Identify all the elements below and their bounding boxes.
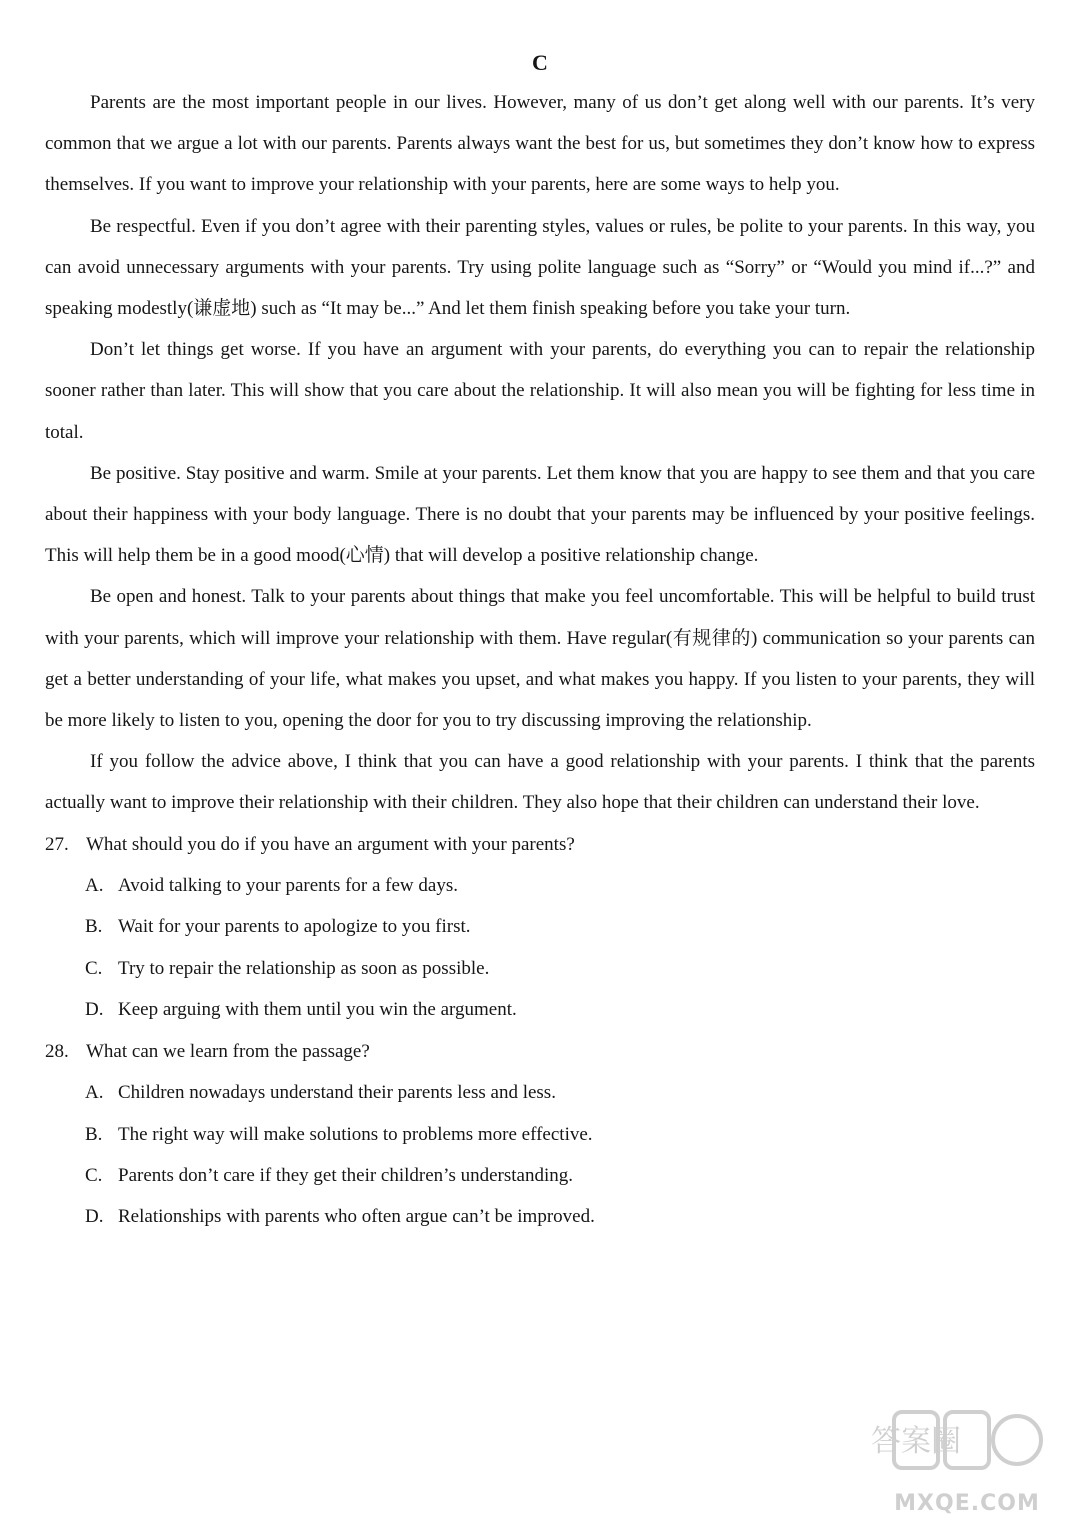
watermark-logo-icon xyxy=(871,1406,1042,1476)
option-text: Parents don’t care if they get their children’s understanding. xyxy=(118,1164,573,1186)
option-d[interactable] xyxy=(45,989,1035,1030)
reading-passage xyxy=(45,82,1035,824)
question-number: 27. xyxy=(45,833,69,855)
section-title: C xyxy=(532,50,548,75)
option-a[interactable] xyxy=(45,865,1035,906)
passage-paragraph-1: Parents are the most important people in our lives. However, many of us don’t get along well with our parents. It’s very common that we argue a lot with our parents. Parents always want the best for us, but sometimes they don’t know how to express themselves. If you want to improve your relationship with your parents, here are some ways to help you. xyxy=(45,92,1035,196)
option-text: Children nowadays understand their parents less and less. xyxy=(118,1082,556,1104)
question-stem xyxy=(45,1031,1035,1072)
passage-paragraph-4: Be positive. Stay positive and warm. Smile at your parents. Let them know that you are happy to see them and that you care about their happiness with your body language. There is no doubt that your parents may be influenced by your positive feelings. This will help them be in a good mood(心情) that will develop a positive relationship change. xyxy=(45,462,1035,567)
option-c[interactable] xyxy=(45,948,1035,989)
option-a[interactable] xyxy=(45,1072,1035,1113)
option-letter: A. xyxy=(85,1082,104,1104)
option-letter: C. xyxy=(85,957,103,979)
option-letter: A. xyxy=(85,875,104,897)
question-text: What can we learn from the passage? xyxy=(86,1040,370,1062)
option-c[interactable] xyxy=(45,1155,1035,1196)
option-letter: B. xyxy=(85,916,103,938)
question-number: 28. xyxy=(45,1040,69,1062)
option-text: Try to repair the relationship as soon as possible. xyxy=(118,957,490,979)
answer-options xyxy=(45,1072,1035,1238)
question-27 xyxy=(45,824,1035,1031)
passage-paragraph-5: Be open and honest. Talk to your parents about things that make you feel uncomfortable. This will be helpful to build trust with your parents, which will improve your relationship with them. Have regular(有规律的) communication so your parents can get a better understanding of your life, what makes you upset, and what makes you happy. If you listen to your parents, they will be more likely to listen to you, opening the door for you to try discussing improving the relationship. xyxy=(45,586,1035,732)
passage-paragraph-2: Be respectful. Even if you don’t agree with their parenting styles, values or rules, be polite to your parents. In this way, you can avoid unnecessary arguments with your parents. Try using polite language such as “Sorry” or “Would you mind if...?” and speaking modestly(谦虚地) such as “It may be...” And let them finish speaking before you take your turn. xyxy=(45,215,1035,320)
option-text: Relationships with parents who often argue can’t be improved. xyxy=(118,1206,595,1228)
watermark-logo-char-1: 答案圈 xyxy=(871,1424,961,1459)
option-letter: D. xyxy=(85,999,104,1021)
question-stem xyxy=(45,824,1035,865)
watermark xyxy=(871,1406,1042,1516)
option-b[interactable] xyxy=(45,906,1035,947)
option-text: Keep arguing with them until you win the argument. xyxy=(118,999,517,1021)
option-text: Avoid talking to your parents for a few days. xyxy=(118,875,458,897)
option-letter: B. xyxy=(85,1123,103,1145)
option-text: The right way will make solutions to problems more effective. xyxy=(118,1123,593,1145)
watermark-site: MXQE.COM xyxy=(894,1491,1040,1516)
option-d[interactable] xyxy=(45,1196,1035,1237)
passage-paragraph-3: Don’t let things get worse. If you have an argument with your parents, do everything you can to repair the relationship sooner rather than later. This will show that you care about the relationship. It will also mean you will be fighting for less time in total. xyxy=(45,339,1035,443)
question-28 xyxy=(45,1031,1035,1238)
option-letter: D. xyxy=(85,1206,104,1228)
question-text: What should you do if you have an argument with your parents? xyxy=(86,833,575,855)
option-b[interactable] xyxy=(45,1114,1035,1155)
option-text: Wait for your parents to apologize to you first. xyxy=(118,916,471,938)
answer-options xyxy=(45,865,1035,1031)
option-letter: C. xyxy=(85,1164,103,1186)
exam-page xyxy=(45,48,1035,1238)
passage-paragraph-6: If you follow the advice above, I think that you can have a good relationship with your parents. I think that the parents actually want to improve their relationship with their children. They also hope that their children can understand their love. xyxy=(45,751,1035,814)
